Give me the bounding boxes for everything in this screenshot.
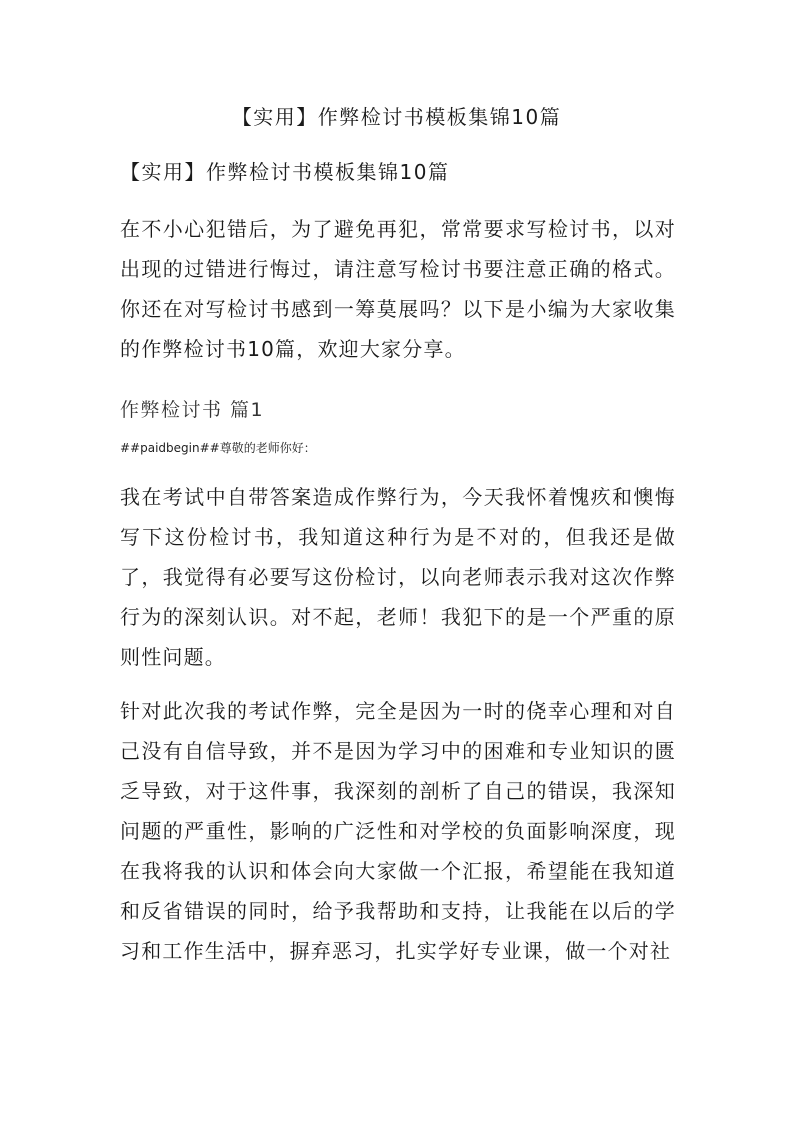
body-paragraph: 我在考试中自带答案造成作弊行为，今天我怀着愧疚和懊悔写下这份检讨书，我知道这种行为是不对的，但我还是做了，我觉得有必要写这份检讨，以向老师表示我对这次作弊行为的深刻认识。对不起，老师！我犯下的是一个严重的原则性问题。 xyxy=(120,485,676,669)
intro-paragraph: 在不小心犯错后，为了避免再犯，常常要求写检讨书，以对出现的过错进行悔过，请注意写检讨书要注意正确的格式。你还在对写检讨书感到一筹莫展吗？以下是小编为大家收集的作弊检讨书10篇，欢迎大家分享。 xyxy=(120,217,676,361)
document-subtitle: 【实用】作弊检讨书模板集锦10篇 xyxy=(120,160,450,184)
salutation: ##paidbegin##尊敬的老师你好： xyxy=(120,441,316,455)
section-heading: 作弊检讨书 篇1 xyxy=(120,399,265,421)
document-title: 【实用】作弊检讨书模板集锦10篇 xyxy=(231,105,562,129)
body-paragraph: 针对此次我的考试作弊，完全是因为一时的侥幸心理和对自己没有自信导致，并不是因为学习中的困难和专业知识的匮乏导致，对于这件事，我深刻的剖析了自己的错误，我深知问题的严重性，影响的广泛性和对学校的负面影响深度，现在我将我的认识和体会向大家做一个汇报，希望能在我知道和反省错误的同时，给予我帮助和支持，让我能在以后的学习和工作生活中，摒弃恶习，扎实学好专业课，做一个对社 xyxy=(120,699,676,963)
